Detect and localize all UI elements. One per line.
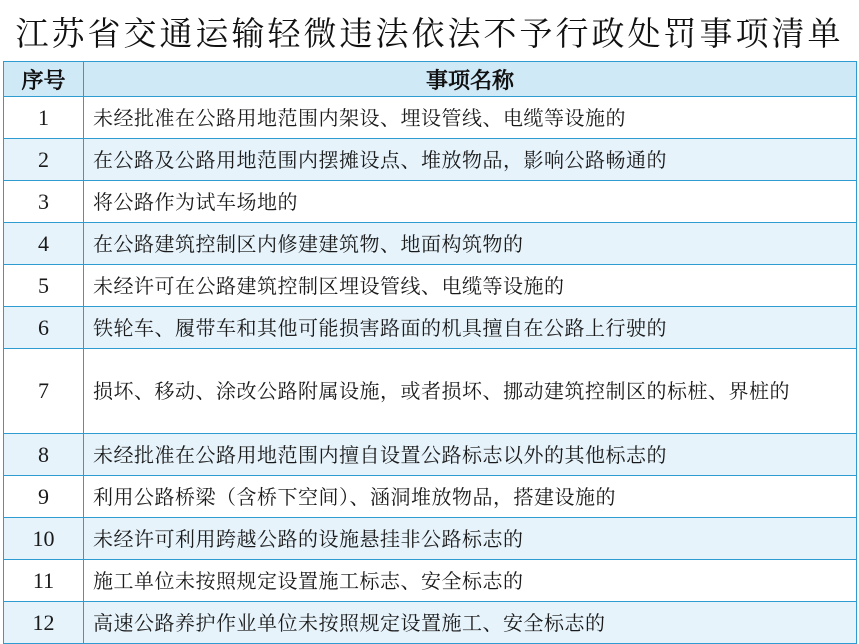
penalty-list-table (3, 61, 857, 644)
column-header-name: 事项名称 (84, 62, 857, 97)
item-name: 将公路作为试车场地的 (84, 181, 857, 223)
row-number: 11 (4, 560, 84, 602)
table-row (4, 307, 857, 349)
item-name: 铁轮车、履带车和其他可能损害路面的机具擅自在公路上行驶的 (84, 307, 857, 349)
item-name: 在公路及公路用地范围内摆摊设点、堆放物品，影响公路畅通的 (84, 139, 857, 181)
table-row (4, 560, 857, 602)
penalty-list-table-container (3, 61, 856, 644)
item-name: 未经许可在公路建筑控制区埋设管线、电缆等设施的 (84, 265, 857, 307)
table-row (4, 223, 857, 265)
page-title: 江苏省交通运输轻微违法依法不予行政处罚事项清单 (15, 14, 844, 53)
table-row (4, 265, 857, 307)
item-name: 高速公路养护作业单位未按照规定设置施工、安全标志的 (84, 602, 857, 644)
row-number: 5 (4, 265, 84, 307)
table-row (4, 476, 857, 518)
table-row (4, 434, 857, 476)
column-header-no: 序号 (4, 62, 84, 97)
row-number: 6 (4, 307, 84, 349)
table-row (4, 518, 857, 560)
row-number: 1 (4, 97, 84, 139)
table-header-row (4, 62, 857, 97)
row-number: 7 (4, 349, 84, 434)
row-number: 8 (4, 434, 84, 476)
item-name: 损坏、移动、涂改公路附属设施，或者损坏、挪动建筑控制区的标桩、界桩的 (84, 349, 857, 434)
row-number: 2 (4, 139, 84, 181)
row-number: 10 (4, 518, 84, 560)
table-row (4, 181, 857, 223)
row-number: 9 (4, 476, 84, 518)
table-row (4, 97, 857, 139)
item-name: 未经批准在公路用地范围内擅自设置公路标志以外的其他标志的 (84, 434, 857, 476)
item-name: 未经许可利用跨越公路的设施悬挂非公路标志的 (84, 518, 857, 560)
table-row (4, 139, 857, 181)
table-row (4, 602, 857, 644)
row-number: 4 (4, 223, 84, 265)
item-name: 利用公路桥梁（含桥下空间）、涵洞堆放物品，搭建设施的 (84, 476, 857, 518)
item-name: 未经批准在公路用地范围内架设、埋设管线、电缆等设施的 (84, 97, 857, 139)
row-number: 12 (4, 602, 84, 644)
table-row (4, 349, 857, 434)
row-number: 3 (4, 181, 84, 223)
item-name: 在公路建筑控制区内修建建筑物、地面构筑物的 (84, 223, 857, 265)
item-name: 施工单位未按照规定设置施工标志、安全标志的 (84, 560, 857, 602)
